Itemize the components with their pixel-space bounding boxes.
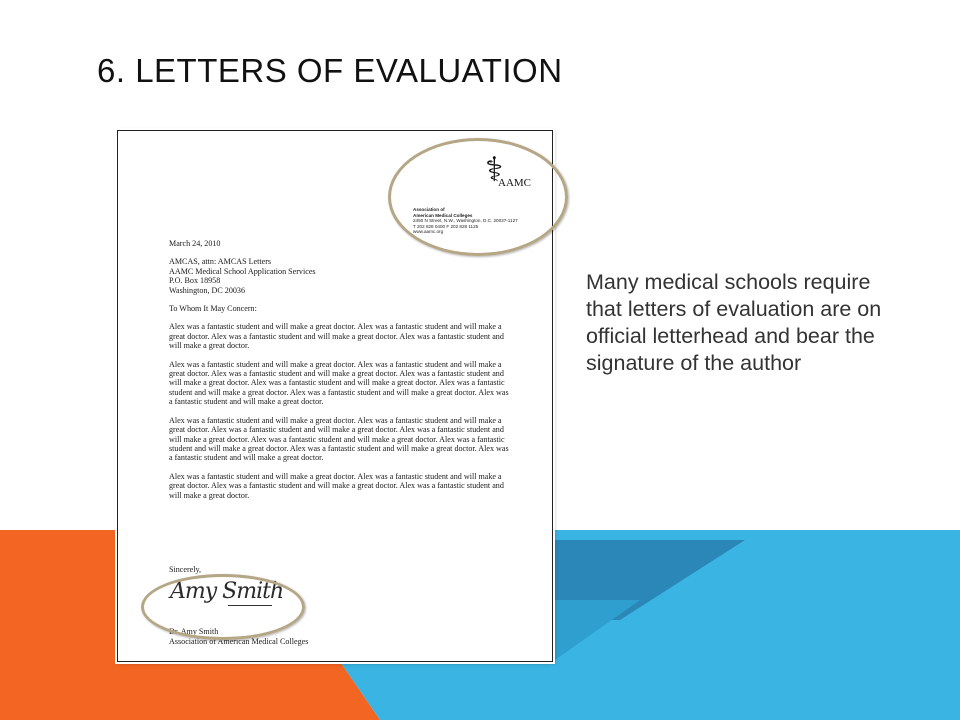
letter-date: March 24, 2010 [169,239,221,248]
address-line: Washington, DC 20036 [169,285,246,295]
org-phone: T 202 828 0400 F 202 828 1125 [413,223,479,229]
signer-org: Association of American Medical Colleges [169,637,309,646]
slide-title: 6. LETTERS OF EVALUATION [97,52,563,89]
handwritten-signature: Amy Smith [170,579,284,604]
slide-caption: Many medical schools require that letters of evaluation are on official letterhead and bear the signature of the author [586,270,882,375]
caduceus-icon: ⚕ [485,150,504,190]
logo-text: AAMC [498,177,532,189]
org-address: 2450 N Street, N.W., Washington, D.C. 20037-1127 [413,218,518,224]
salutation: To Whom It May Concern: [169,304,257,314]
body-paragraph: Alex was a fantastic student and will make a great doctor. Alex was a fantastic student and will make a great doctor. Alex was a fantastic student and will make a great doctor. Alex was a fantastic student and will make a great doctor. Alex was a fantastic student and will make a great doctor. Alex was a fantastic student and will make a great doctor. Alex was a fantastic student and will make a great doctor. Alex was a fantastic student and will make a great doctor. [169,415,509,463]
signature-highlight-ring [141,574,305,640]
org-web: www.aamc.org [413,229,444,235]
org-name-line2: American Medical Colleges [413,212,473,218]
closing: Sincerely, [169,565,202,574]
body-paragraph: Alex was a fantastic student and will make a great doctor. Alex was a fantastic student and will make a great doctor. Alex was a fantastic student and will make a great doctor. Alex was a fantastic student and will make a great doctor. Alex was a fantastic student and will make a great doctor. Alex was a fantastic student and will make a great doctor. Alex was a fantastic student and will make a great doctor. Alex was a fantastic student and will make a great doctor. [169,359,509,407]
recipient-address [169,257,514,295]
signer-name: Dr. Amy Smith [169,627,219,636]
body-paragraph: Alex was a fantastic student and will make a great doctor. Alex was a fantastic student and will make a great doctor. Alex was a fantastic student and will make a great doctor. Alex was a fantastic student and will make a great doctor. [169,322,504,351]
org-name-line1: Association of [413,207,445,212]
address-line: P.O. Box 18958 [169,276,221,286]
letter-body [169,239,514,509]
body-paragraph: Alex was a fantastic student and will make a great doctor. Alex was a fantastic student and will make a great doctor. Alex was a fantastic student and will make a great doctor. Alex was a fantastic student and will make a great doctor. [169,471,504,500]
address-line: AMCAS, attn: AMCAS Letters [169,257,272,267]
address-line: AAMC Medical School Application Services [169,266,316,276]
letterhead-highlight-ring [388,138,568,256]
